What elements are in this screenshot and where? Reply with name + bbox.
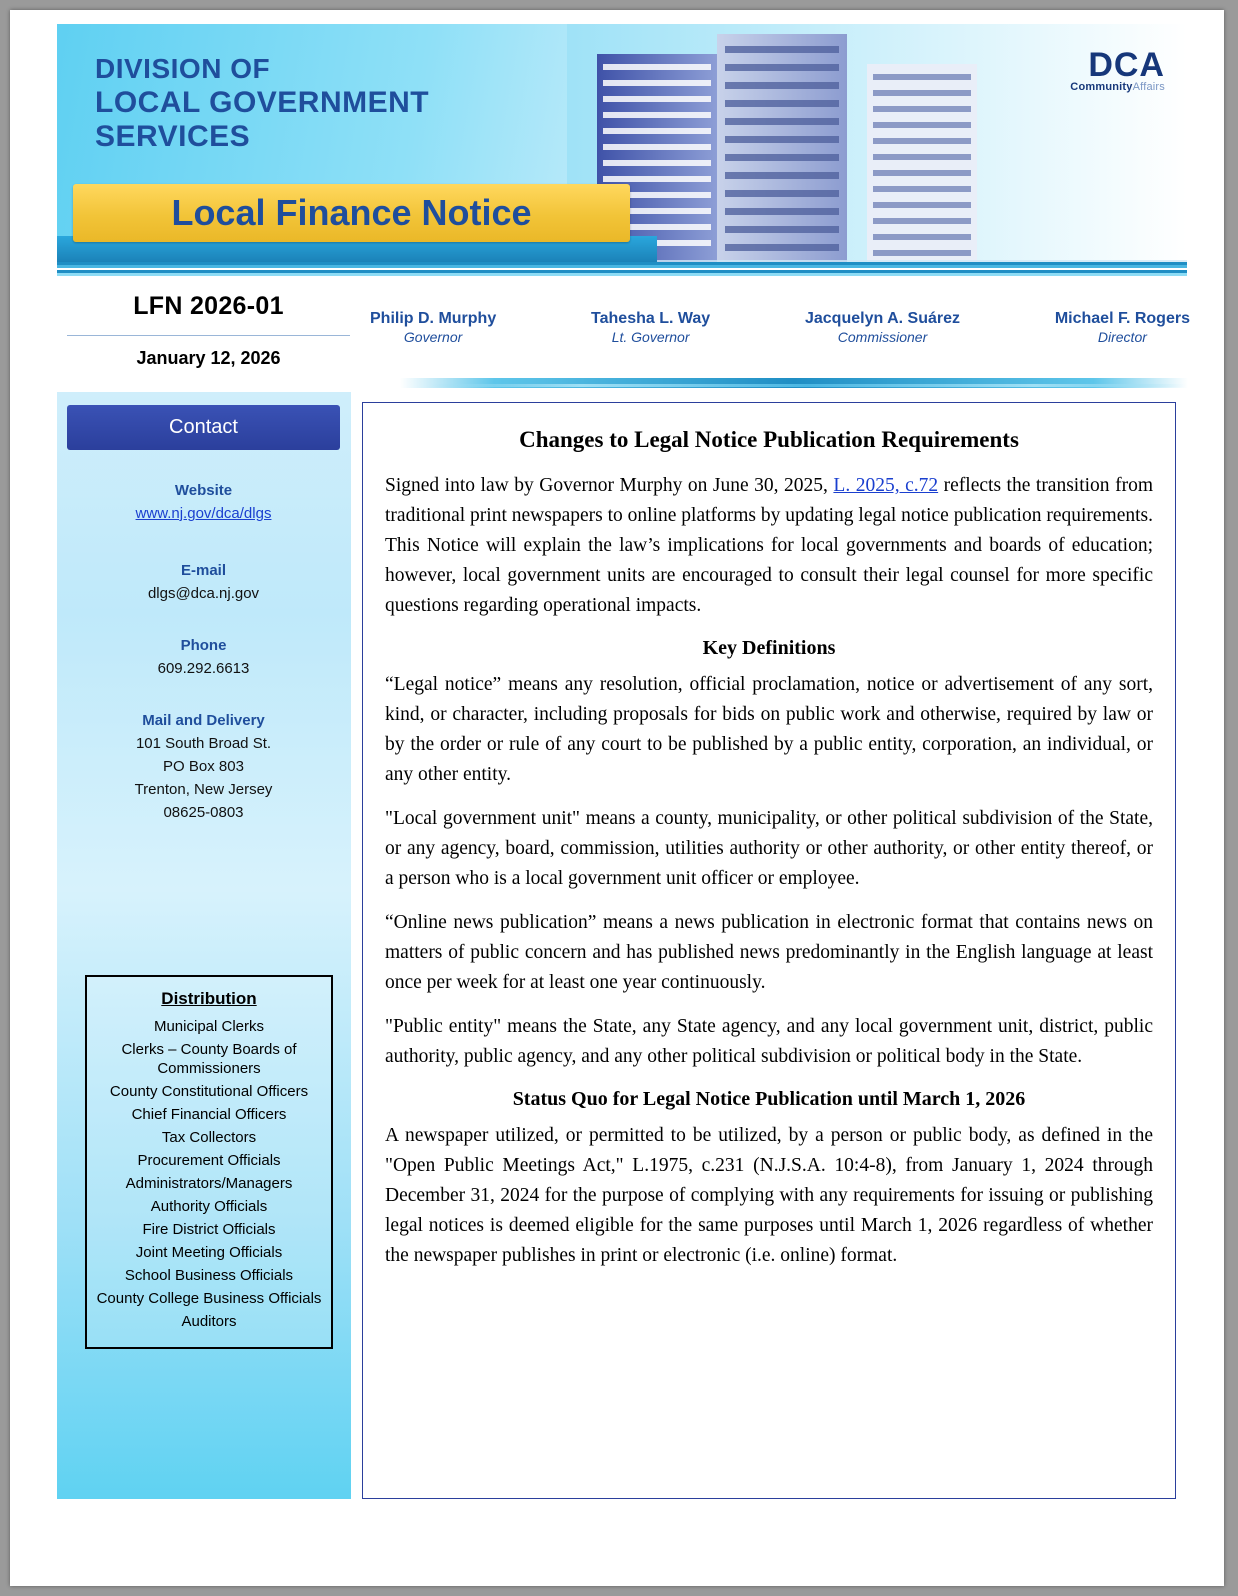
list-item: Clerks – County Boards of Commissioners — [121, 1041, 297, 1077]
email-value[interactable]: dlgs@dca.nj.gov — [147, 585, 260, 602]
official-title: Commissioner — [837, 329, 928, 345]
officials-row — [370, 310, 1190, 345]
division-line-2: LOCAL GOVERNMENT — [95, 86, 430, 119]
key-definitions-heading: Key Definitions — [702, 637, 836, 659]
dca-logo-sub-bold: Community — [1070, 81, 1133, 93]
intro-text-after: reflects the transition from traditional print newspapers to online platforms by updating legal notice publication requirements. This Notice will explain the law’s implications for local governments and boards of education; however, local government units are encouraged to consult their legal counsel for more specific questions regarding operational impacts. — [385, 475, 1153, 616]
official-title: Director — [1097, 329, 1147, 345]
list-item: Municipal Clerks — [153, 1018, 265, 1035]
official-commissioner — [805, 310, 960, 345]
official-name: Tahesha L. Way — [591, 310, 711, 327]
contact-button[interactable] — [67, 405, 340, 450]
distribution-list — [93, 1017, 325, 1331]
division-line-3: SERVICES — [95, 120, 251, 153]
website-label: Website — [174, 482, 233, 499]
phone-value: 609.292.6613 — [157, 660, 250, 677]
list-item: Procurement Officials — [137, 1152, 281, 1169]
lfn-divider — [67, 335, 350, 336]
official-director — [1055, 310, 1190, 345]
dca-logo-sub-light: Affairs — [1132, 81, 1165, 93]
contact-website — [67, 482, 340, 522]
official-name: Philip D. Murphy — [370, 310, 497, 327]
contact-email — [67, 562, 340, 602]
dca-logo-subtitle — [1070, 81, 1165, 93]
contact-mail — [67, 712, 340, 821]
lfn-number: LFN 2026-01 — [133, 292, 284, 320]
local-finance-notice-tab — [73, 184, 630, 242]
official-title: Governor — [403, 329, 463, 345]
division-title — [95, 52, 429, 154]
address-line-2: PO Box 803 — [163, 758, 244, 775]
official-lt-governor — [591, 310, 710, 345]
list-item: County Constitutional Officers — [109, 1083, 309, 1100]
law-citation-link[interactable]: L. 2025, c.72 — [833, 475, 939, 496]
list-item: Tax Collectors — [161, 1129, 257, 1146]
official-name: Jacquelyn A. Suárez — [804, 310, 961, 327]
intro-paragraph — [385, 471, 1153, 621]
contact-phone — [67, 637, 340, 677]
mail-label: Mail and Delivery — [142, 712, 265, 729]
main-content — [362, 402, 1176, 1499]
distribution-box — [85, 975, 333, 1349]
dca-logo-abbr: DCA — [1088, 46, 1165, 84]
list-item: School Business Officials — [124, 1267, 294, 1284]
list-item: Chief Financial Officers — [131, 1106, 287, 1123]
definition-public-entity: "Public entity" means the State, any State agency, and any local government unit, district, public authority, public agency, and any other political subdivision or political body in the State. — [385, 1016, 1153, 1067]
local-finance-notice-label: Local Finance Notice — [171, 192, 532, 233]
phone-label: Phone — [180, 637, 227, 654]
list-item: Authority Officials — [150, 1198, 268, 1215]
distribution-title: Distribution — [161, 989, 257, 1008]
official-title: Lt. Governor — [611, 329, 690, 345]
status-quo-paragraph: A newspaper utilized, or permitted to be utilized, by a person or public body, as defined in the "Open Public Meetings Act," L.1975, c.231 (N.J.S.A. 10:4-8), from January 1, 2024 through December 31, 2024 for the purpose of complying with any requirements for issuing or publishing legal notices is deemed eligible for the same purposes until March 1, 2026 regardless of whether the newspaper publishes in print or electronic (i.e. online) format. — [385, 1125, 1153, 1266]
division-line-1: DIVISION OF — [95, 53, 271, 84]
list-item: Administrators/Managers — [125, 1175, 293, 1192]
banner-stripes — [57, 262, 1187, 276]
address-line-4: 08625-0803 — [163, 804, 244, 821]
address-line-3: Trenton, New Jersey — [134, 781, 273, 798]
list-item: Fire District Officials — [142, 1221, 276, 1238]
website-link[interactable]: www.nj.gov/dca/dlgs — [135, 505, 272, 522]
definition-online-news-publication: “Online news publication” means a news publication in electronic format that contains news on matters of public concern and has published news predominantly in the English language at least once per week for at least one year continuously. — [385, 912, 1153, 993]
definition-local-government-unit: "Local government unit" means a county, municipality, or other political subdivision of the State, or any agency, board, commission, utilities authority or other authority, or other entity thereof, or a person who is a local government unit officer or employee. — [385, 808, 1153, 889]
dca-logo — [1070, 46, 1165, 93]
status-quo-heading: Status Quo for Legal Notice Publication until March 1, 2026 — [512, 1088, 1026, 1110]
lfn-date: January 12, 2026 — [136, 348, 281, 368]
address-line-1: 101 South Broad St. — [135, 735, 272, 752]
page-title: Changes to Legal Notice Publication Requirements — [519, 427, 1019, 452]
document-page — [10, 10, 1224, 1586]
list-item: Auditors — [181, 1313, 237, 1330]
list-item: County College Business Officials — [96, 1290, 322, 1307]
list-item: Joint Meeting Officials — [135, 1244, 283, 1261]
header-banner — [57, 24, 1187, 274]
definition-legal-notice: “Legal notice” means any resolution, official proclamation, notice or advertisement of any sort, kind, or character, including proposals for bids on public work and otherwise, required by law or by the order or rule of any court to be published by a public entity, corporation, an individual, or any other entity. — [385, 674, 1153, 785]
official-governor — [370, 310, 496, 345]
email-label: E-mail — [180, 562, 226, 579]
intro-text-before: Signed into law by Governor Murphy on June 30, 2025, — [385, 475, 834, 496]
officials-divider-secondary — [430, 384, 1186, 387]
website-value — [67, 505, 340, 522]
sidebar — [57, 392, 351, 1499]
contact-button-label: Contact — [169, 416, 238, 438]
official-name: Michael F. Rogers — [1054, 310, 1190, 327]
